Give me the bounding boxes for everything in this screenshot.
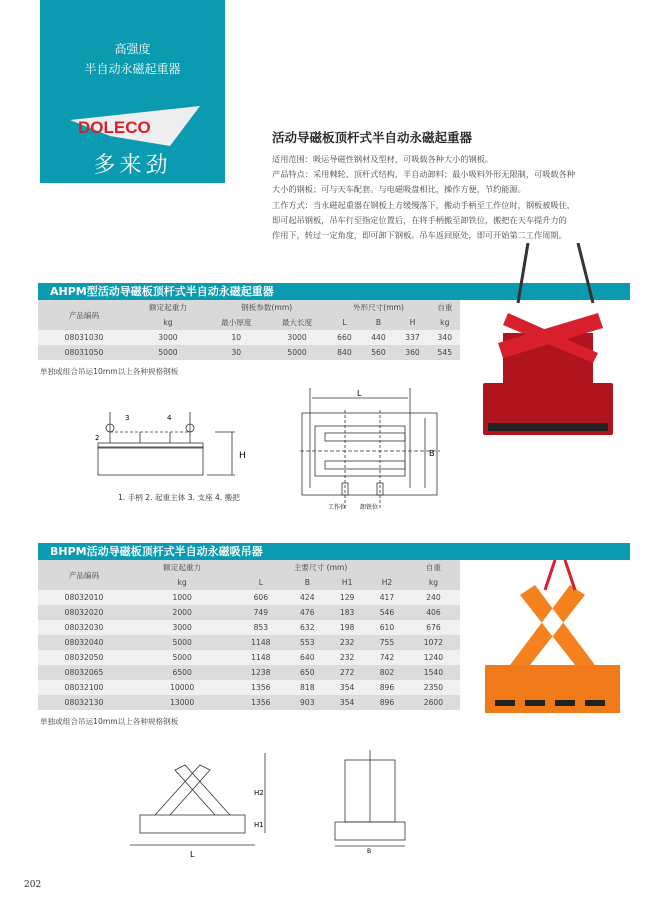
table-cell: 08031050 xyxy=(38,345,130,360)
ahpm-side-diagram xyxy=(95,410,265,490)
table-cell: 232 xyxy=(327,650,367,665)
table-row xyxy=(38,605,460,620)
svg-text:L: L xyxy=(357,389,362,398)
table-cell: 13000 xyxy=(130,695,234,710)
svg-text:DOLECO: DOLECO xyxy=(78,118,151,137)
table-row xyxy=(38,650,460,665)
intro-line: 工作方式：当永磁起重器在钢板上方缓慢落下，搬动手柄至工作位时，钢板被吸住， xyxy=(272,199,575,210)
table-cell: 1540 xyxy=(407,665,460,680)
table-cell: 08032065 xyxy=(38,665,130,680)
table-cell: 440 xyxy=(361,330,395,345)
svg-text:3: 3 xyxy=(125,414,130,422)
table-cell: 1148 xyxy=(234,650,287,665)
table-cell: 5000 xyxy=(130,345,206,360)
table-cell: 2600 xyxy=(407,695,460,710)
table-cell: 545 xyxy=(430,345,460,360)
bhpm-note: 单独或组合吊运10mm以上各种规格钢板 xyxy=(40,717,179,726)
intro-line: 作用下，转过一定角度，即可卸下钢板。吊车返回原处，即可开始第二工作周期。 xyxy=(272,230,567,241)
table-cell: 903 xyxy=(287,695,327,710)
th: 产品编码 xyxy=(38,560,130,590)
table-cell: 10 xyxy=(206,330,267,345)
th: kg xyxy=(407,575,460,590)
intro-line: 产品特点：采用棘轮、顶杆式结构，半自动卸料；最小吸料外形无限制，可吸载各种 xyxy=(272,169,575,180)
table-cell: 30 xyxy=(206,345,267,360)
table-cell: 08032020 xyxy=(38,605,130,620)
table-cell: 553 xyxy=(287,635,327,650)
table-cell: 08032050 xyxy=(38,650,130,665)
svg-text:B: B xyxy=(367,848,372,855)
table-cell: 198 xyxy=(327,620,367,635)
svg-text:2: 2 xyxy=(95,434,100,442)
table-cell: 2000 xyxy=(130,605,234,620)
svg-text:L: L xyxy=(190,850,195,859)
table-cell: 610 xyxy=(367,620,407,635)
table-cell: 546 xyxy=(367,605,407,620)
table-cell: 818 xyxy=(287,680,327,695)
table-cell: 896 xyxy=(367,680,407,695)
label-release: 卸铁位 xyxy=(360,504,379,511)
intro-line: 适用范围：吸运导磁性钢材及型材，可吸载各种大小的钢板。 xyxy=(272,154,494,164)
table-row xyxy=(38,590,460,605)
table-cell: 10000 xyxy=(130,680,234,695)
bhpm-table xyxy=(38,560,460,710)
th: H1 xyxy=(327,575,367,590)
th: L xyxy=(327,315,361,330)
table-cell: 1238 xyxy=(234,665,287,680)
label-h: H xyxy=(239,451,246,461)
th: 外形尺寸(mm) xyxy=(327,300,429,315)
table-cell: 3000 xyxy=(130,330,206,345)
table-row xyxy=(38,330,460,345)
th: B xyxy=(287,575,327,590)
table-cell: 640 xyxy=(287,650,327,665)
ahpm-note: 单独或组合吊运10mm以上各种规格钢板 xyxy=(40,367,179,376)
intro xyxy=(272,128,642,243)
table-cell: 1000 xyxy=(130,590,234,605)
table-cell: 08032040 xyxy=(38,635,130,650)
table-cell: 417 xyxy=(367,590,407,605)
table-cell: 840 xyxy=(327,345,361,360)
page-number: 202 xyxy=(24,880,42,890)
table-cell: 650 xyxy=(287,665,327,680)
th: H2 xyxy=(367,575,407,590)
hero-line2: 半自动永磁起重器 xyxy=(84,62,181,76)
table-cell: 183 xyxy=(327,605,367,620)
table-cell: 802 xyxy=(367,665,407,680)
th: H xyxy=(395,315,429,330)
table-cell: 476 xyxy=(287,605,327,620)
th: 最大长度 xyxy=(267,315,328,330)
th: 产品编码 xyxy=(38,300,130,330)
table-cell: 560 xyxy=(361,345,395,360)
bhpm-side-diagram xyxy=(130,745,280,860)
hero-line1: 高强度 xyxy=(114,42,151,56)
bhpm-product-photo xyxy=(485,560,620,715)
bhpm-front-diagram xyxy=(330,750,410,855)
ahpm-product-photo xyxy=(478,243,628,443)
table-row xyxy=(38,620,460,635)
table-cell: 749 xyxy=(234,605,287,620)
table-row xyxy=(38,635,460,650)
table-cell: 354 xyxy=(327,680,367,695)
table-cell: 6500 xyxy=(130,665,234,680)
svg-text:4: 4 xyxy=(167,414,172,422)
th: 自重 xyxy=(430,300,460,315)
svg-text:H1: H1 xyxy=(254,821,264,829)
th: 额定起重力 xyxy=(130,300,206,315)
th: 钢板参数(mm) xyxy=(206,300,327,315)
table-cell: 5000 xyxy=(267,345,328,360)
table-cell: 129 xyxy=(327,590,367,605)
table-cell: 606 xyxy=(234,590,287,605)
table-row xyxy=(38,345,460,360)
th: 最小厚度 xyxy=(206,315,267,330)
svg-text:H2: H2 xyxy=(254,789,264,797)
table-cell: 5000 xyxy=(130,650,234,665)
hero-banner xyxy=(40,0,225,183)
intro-line: 即可起吊钢板，吊车行至指定位置后，在将手柄搬至卸铁位，搬把在天车提升力的 xyxy=(272,214,567,225)
table-row xyxy=(38,680,460,695)
table-cell: 240 xyxy=(407,590,460,605)
table-cell: 2350 xyxy=(407,680,460,695)
table-cell: 1240 xyxy=(407,650,460,665)
table-cell: 896 xyxy=(367,695,407,710)
table-cell: 3000 xyxy=(130,620,234,635)
brand-cn: 多来劲 xyxy=(93,153,172,178)
table-cell: 08032130 xyxy=(38,695,130,710)
table-cell: 742 xyxy=(367,650,407,665)
table-cell: 5000 xyxy=(130,635,234,650)
table-cell: 755 xyxy=(367,635,407,650)
th: 自重 xyxy=(407,560,460,575)
th: kg xyxy=(130,315,206,330)
table-cell: 08032010 xyxy=(38,590,130,605)
svg-text:B: B xyxy=(429,449,435,458)
ahpm-table xyxy=(38,300,460,360)
table-cell: 632 xyxy=(287,620,327,635)
doleco-logo xyxy=(70,106,200,146)
th: 额定起重力 xyxy=(130,560,234,575)
th: kg xyxy=(130,575,234,590)
bhpm-section-title: BHPM活动导磁板顶杆式半自动永磁吸吊器 xyxy=(38,543,630,560)
label-working: 工作位 xyxy=(328,504,347,511)
table-cell: 1356 xyxy=(234,680,287,695)
table-cell: 232 xyxy=(327,635,367,650)
table-cell: 676 xyxy=(407,620,460,635)
table-cell: 354 xyxy=(327,695,367,710)
table-cell: 853 xyxy=(234,620,287,635)
ahpm-legend: 1. 手柄 2. 起重主体 3. 支座 4. 搬把 xyxy=(118,493,240,502)
table-cell: 272 xyxy=(327,665,367,680)
table-cell: 08031030 xyxy=(38,330,130,345)
th: 主要尺寸 (mm) xyxy=(234,560,407,575)
table-cell: 1148 xyxy=(234,635,287,650)
table-cell: 406 xyxy=(407,605,460,620)
th: B xyxy=(361,315,395,330)
table-row xyxy=(38,665,460,680)
table-row xyxy=(38,695,460,710)
table-cell: 1072 xyxy=(407,635,460,650)
table-cell: 360 xyxy=(395,345,429,360)
ahpm-section-title: AHPM型活动导磁板顶杆式半自动永磁起重器 xyxy=(38,283,630,300)
table-cell: 424 xyxy=(287,590,327,605)
th: L xyxy=(234,575,287,590)
table-cell: 3000 xyxy=(267,330,328,345)
th: kg xyxy=(430,315,460,330)
ahpm-top-diagram xyxy=(300,388,440,513)
table-cell: 08032030 xyxy=(38,620,130,635)
intro-title: 活动导磁板顶杆式半自动永磁起重器 xyxy=(272,130,473,145)
table-cell: 340 xyxy=(430,330,460,345)
table-cell: 1356 xyxy=(234,695,287,710)
table-cell: 337 xyxy=(395,330,429,345)
intro-line: 大小的钢板；可与天车配套。与电磁吸盘相比，操作方便，节约能源。 xyxy=(272,184,526,195)
table-cell: 08032100 xyxy=(38,680,130,695)
table-cell: 660 xyxy=(327,330,361,345)
